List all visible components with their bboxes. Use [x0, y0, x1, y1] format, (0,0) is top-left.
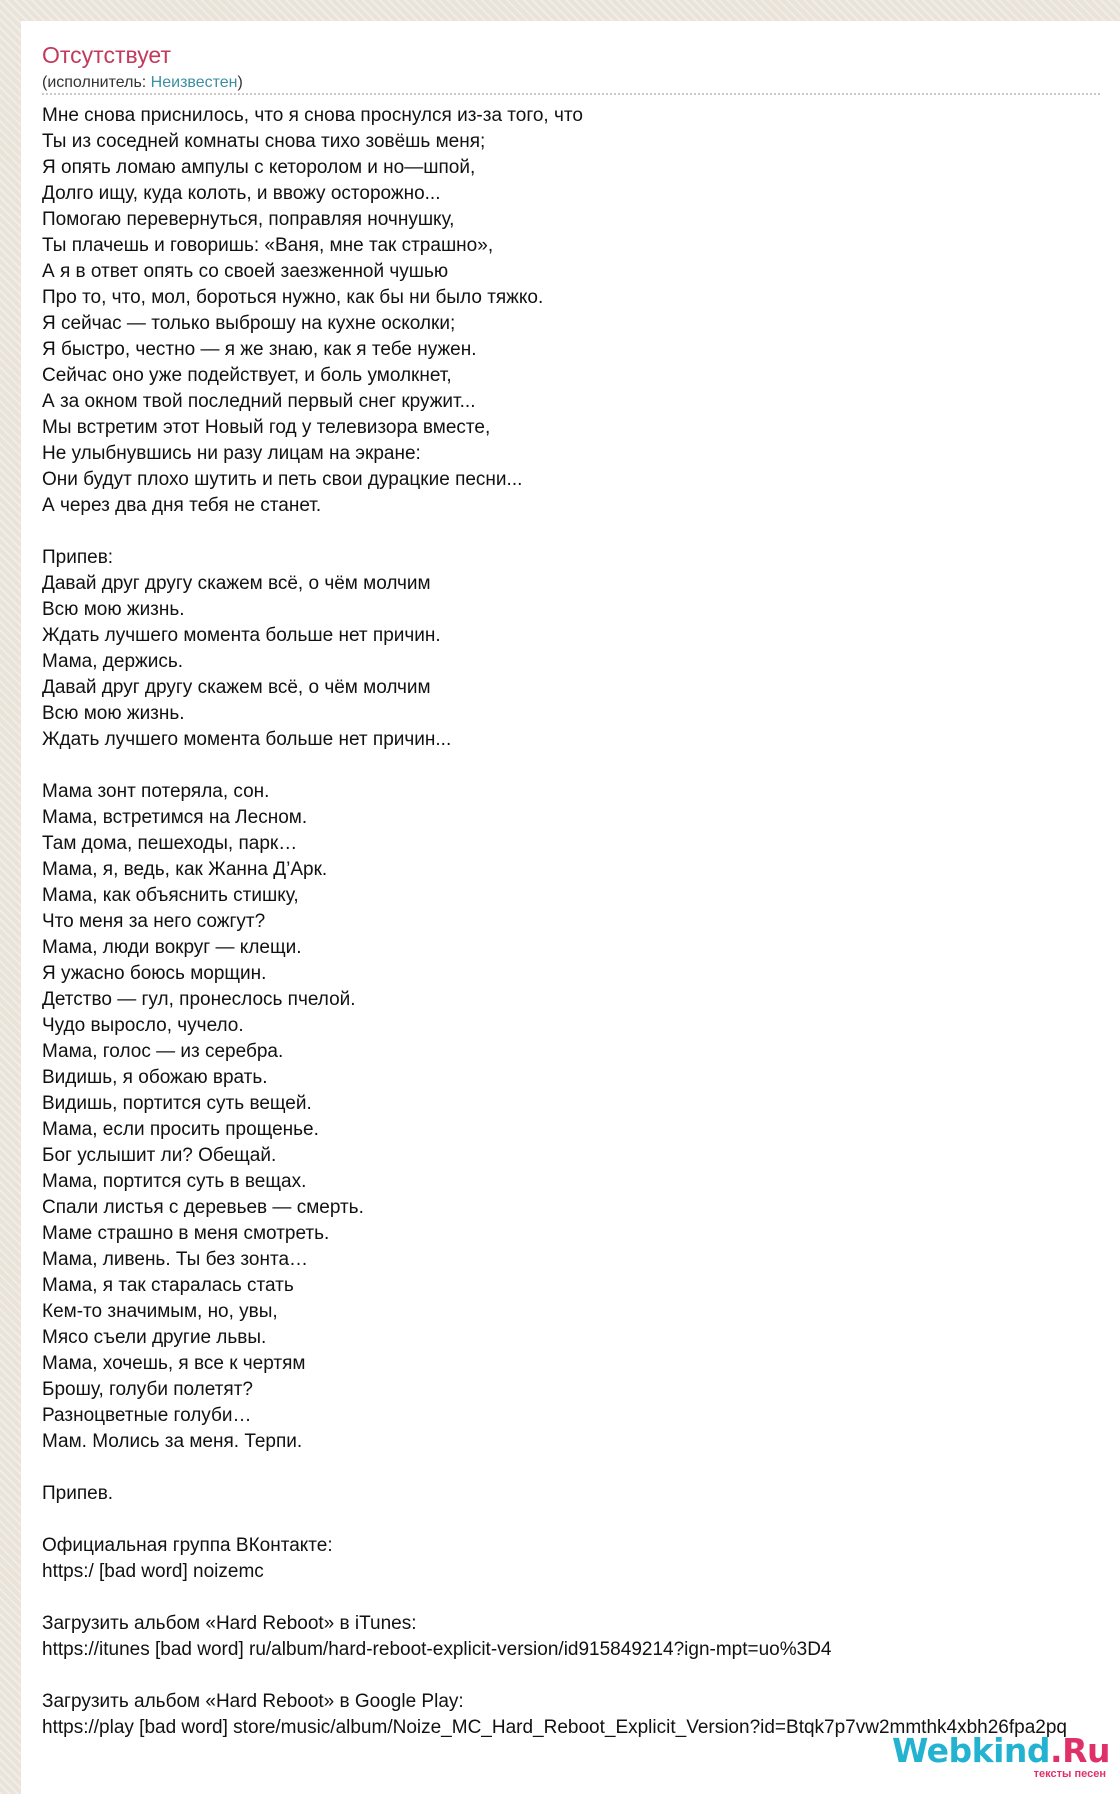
artist-link[interactable]: Неизвестен	[150, 74, 238, 91]
song-title: Отсутствует	[42, 42, 171, 68]
watermark-tld: .Ru	[1050, 1731, 1110, 1770]
lyrics-text: Мне снова приснилось, что я снова проснулся из-за того, что Ты из соседней комнаты снова тихо зовёшь меня; Я опять ломаю ампулы с кеторолом и но—шпой, Долго ищу, куда колоть, и ввожу осторожно... Помогаю перевернуться, поправляя ночнушку, Ты плачешь и говоришь: «Ваня, мне так страшно», А я в ответ опять со своей заезженной чушью Про то, что, мол, бороться нужно, как бы ни было тяжко. Я сейчас — только выброшу на кухне осколки; Я быстро, честно — я же знаю, как я тебе нужен. Сейчас оно уже подействует, и боль умолкнет, А за окном твой последний первый снег кружит... Мы встретим этот Новый год у телевизора вместе, Не улыбнувшись ни разу лицам на экране: Они будут плохо шутить и петь свои дурацкие песни... А через два дня тебя не станет. Припев: Давай друг другу скажем всё, о чём молчим Всю мою жизнь. Ждать лучшего момента больше нет причин. Мама, держись. Давай друг другу скажем всё, о чём молчим Всю мою жизнь. Ждать лучшего момента больше нет причин... Мама зонт потеряла, сон. Мама, встретимся на Лесном. Там дома, пешеходы, парк… Мама, я, ведь, как Жанна Д’Арк. Мама, как объяснить стишку, Что меня за него сожгут? Мама, люди вокруг — клещи. Я ужасно боюсь морщин. Детство — гул, пронеслось пчелой. Чудо выросло, чучело. Мама, голос — из серебра. Видишь, я обожаю врать. Видишь, портится суть вещей. Мама, если просить прощенье. Бог услышит ли? Обещай. Мама, портится суть в вещах. Спали листья с деревьев — смерть. Маме страшно в меня смотреть. Мама, ливень. Ты без зонта… Мама, я так старалась стать Кем-то значимым, но, увы, Мясо съели другие львы. Мама, хочешь, я все к чертям Брошу, голуби полетят? Разноцветные голуби… Мам. Молись за меня. Терпи. Припев. Официальная группа ВКонтакте: https:/ [bad word] noizemc Загрузить альбом «Hard Reboot» в iTunes: https://itunes [bad word] ru/album/hard-reboot-explicit-version/id915849214?ign-mpt=uo%3D4 Загрузить альбом «Hard Reboot» в Google Play: https://play [bad word] store/music/album/Noize_MC_Hard_Reboot_Explicit_Version?id=Btqk7p7vw2mmthk4xbh26fpa2pq	[42, 105, 1067, 1738]
watermark-name: Webkind	[891, 1731, 1051, 1770]
header-divider	[42, 93, 1100, 95]
watermark-logo	[891, 1731, 1110, 1770]
lyrics-page	[21, 21, 1120, 1794]
artist-prefix: (исполнитель:	[42, 74, 151, 91]
watermark-tagline: тексты песен	[1033, 1768, 1106, 1780]
site-watermark	[891, 1731, 1110, 1780]
artist-line	[42, 73, 243, 93]
artist-suffix: )	[237, 74, 243, 91]
